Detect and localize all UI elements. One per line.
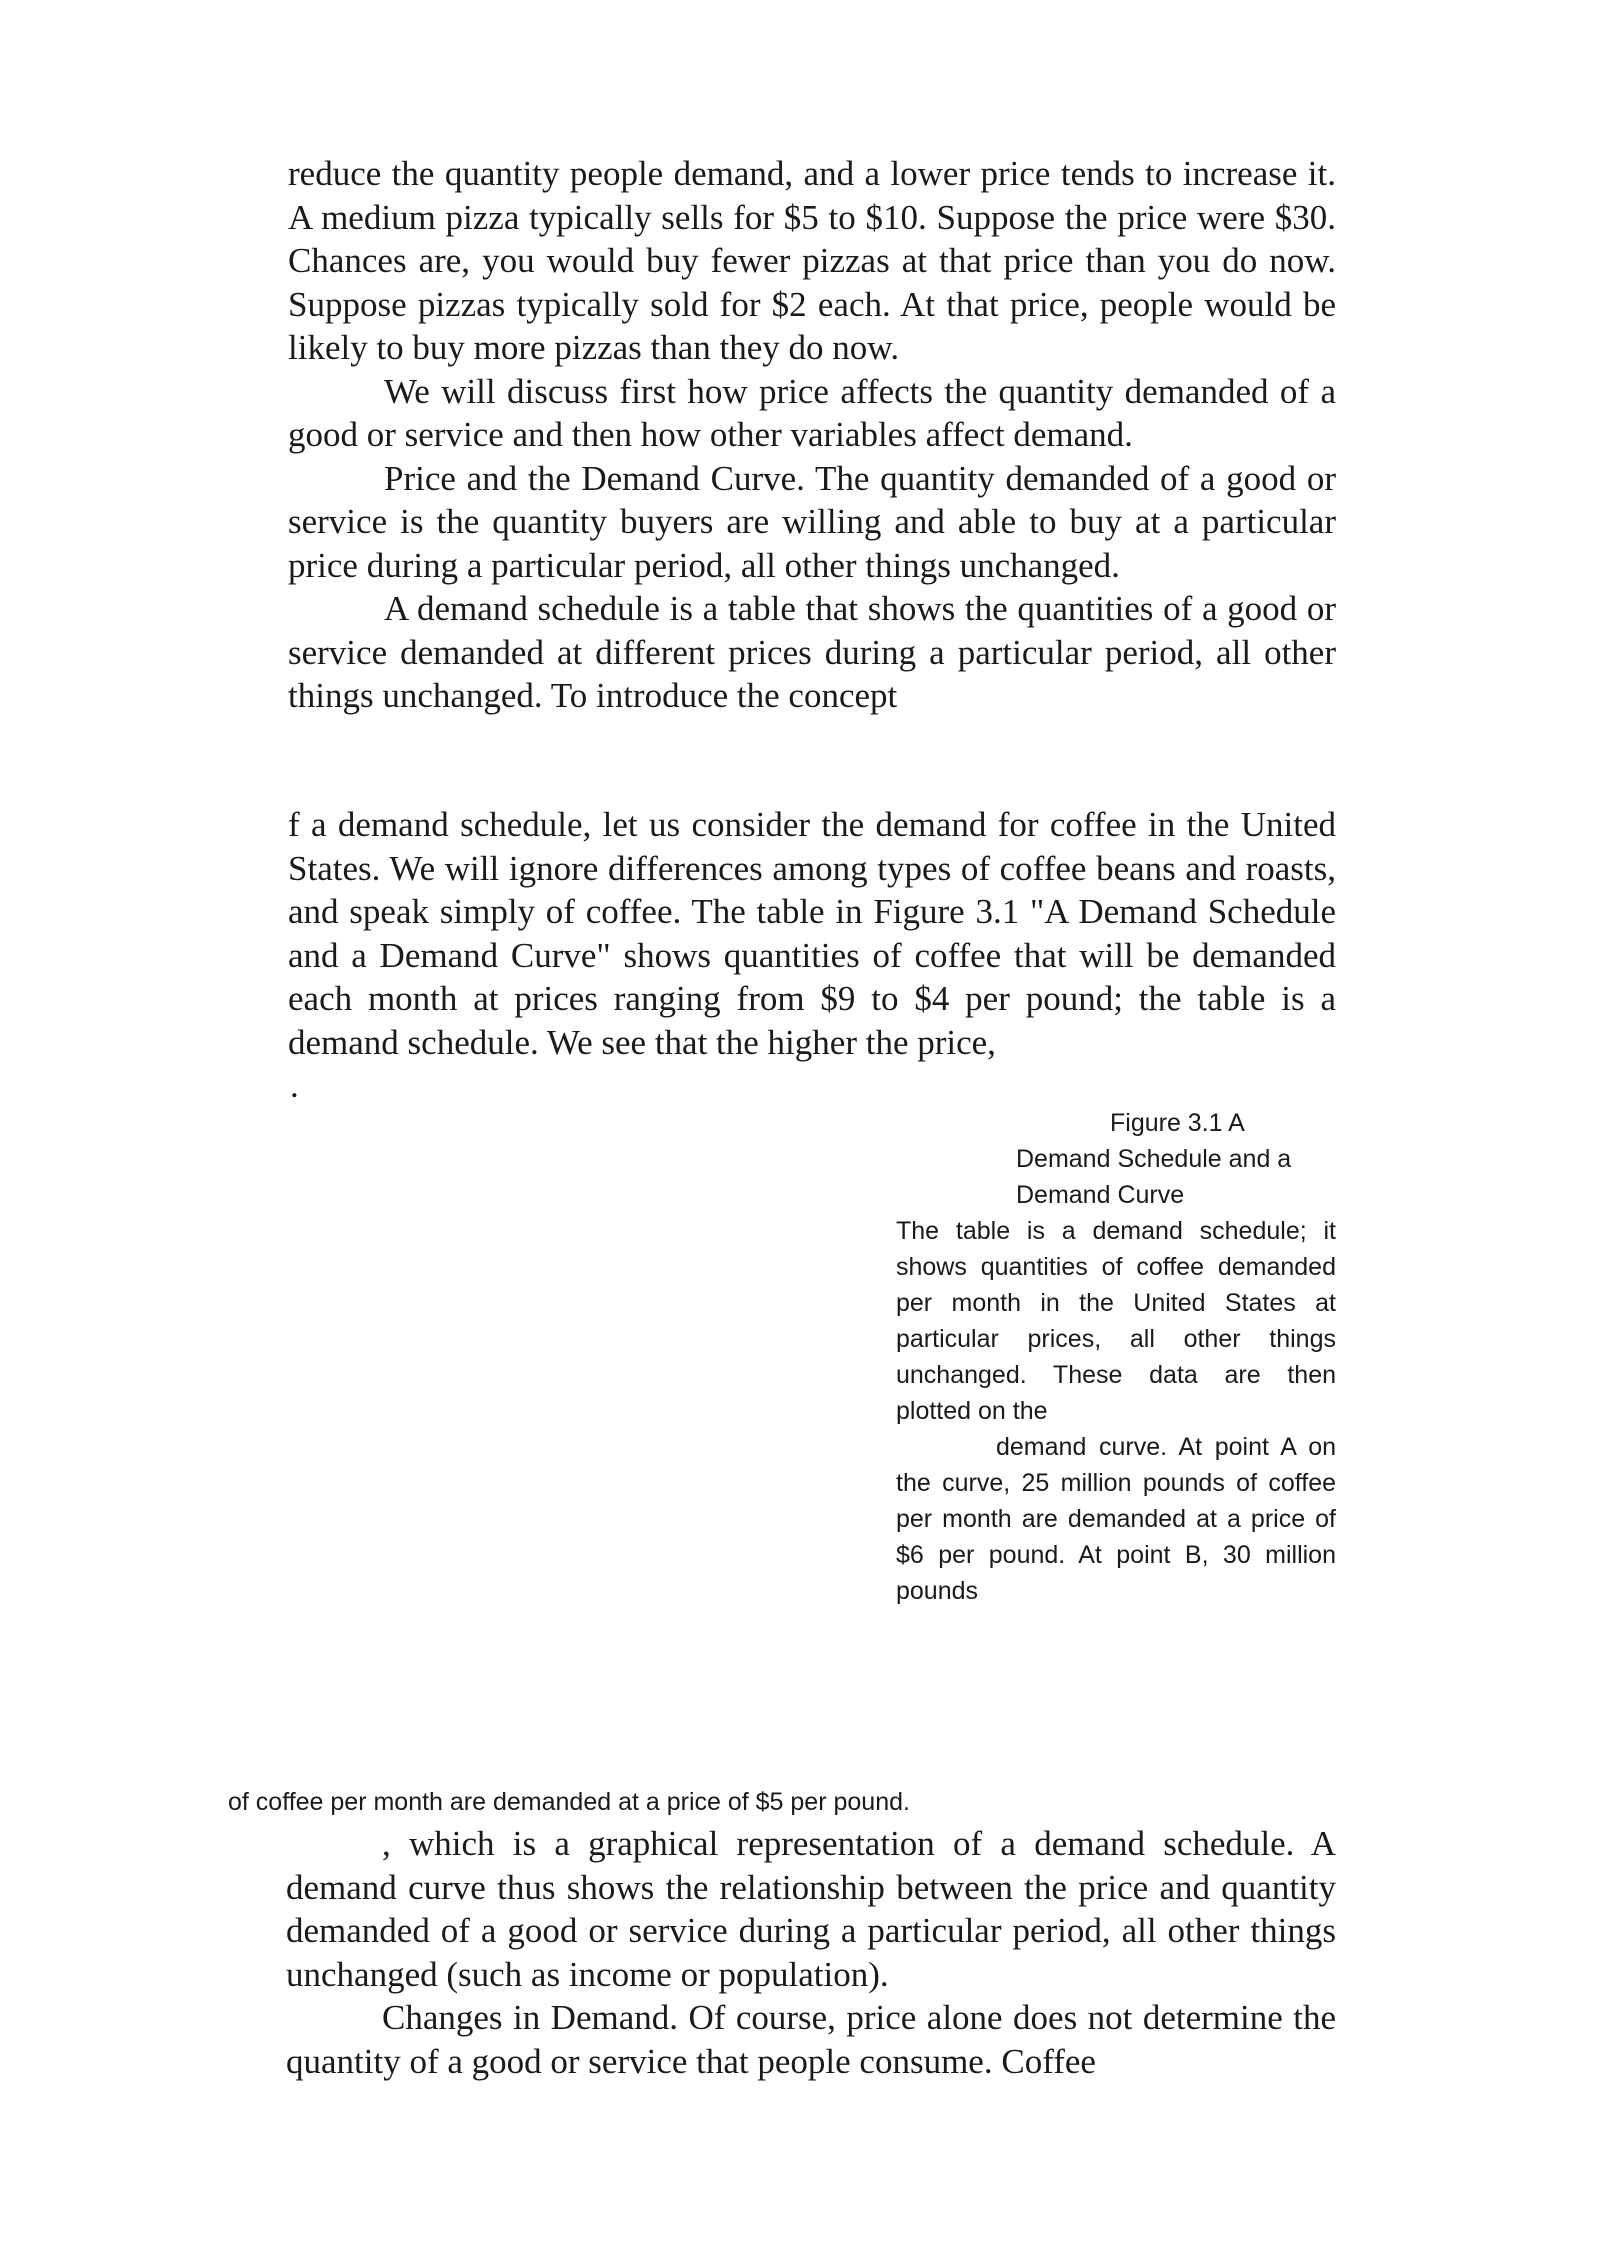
caption-text-tail: of coffee per month are demanded at a price of $5 per pound. [228, 1788, 910, 1816]
caption-title-line: Demand Curve [1016, 1181, 1185, 1209]
figure-caption-title [1016, 1105, 1316, 1213]
paragraph: reduce the quantity people demand, and a lower price tends to increase it. A medium pizza typically sells for $5 to $10. Suppose the price were $30. Chances are, you would buy fewer pizzas at that price than you do now. Suppose pizzas typically sold for $2 each. At that price, people would be likely to buy more pizzas than they do now. [288, 154, 1336, 367]
caption-text: The table is a demand schedule; it shows quantities of coffee demanded per month in the United States at particular prices, all other things unchanged. These data are then plotted on the [896, 1217, 1336, 1425]
paragraph: Price and the Demand Curve. The quantity demanded of a good or service is the quantity buyers are willing and able to buy at a particular price during a particular period, all other things unchanged. [288, 458, 1336, 585]
caption-title-line: Figure 3.1 A [1110, 1109, 1245, 1137]
figure-placeholder [288, 1110, 848, 1750]
paragraph: , which is a graphical representation of a demand schedule. A demand curve thus shows the relationship between the price and quantity demanded of a good or service during a particular period, all other things unchanged (such as income or population). [286, 1824, 1336, 1994]
stray-period: . [290, 1066, 299, 1105]
paragraph: f a demand schedule, let us consider the demand for coffee in the United States. We will ignore differences among types of coffee beans and roasts, and speak simply of coffee. The table in Figure 3.1 "A Demand Schedule and a Demand Curve" shows quantities of coffee that will be demanded each month at prices ranging from $9 to $4 per pound; the table is a demand schedule. We see that the higher the price, [288, 805, 1336, 1062]
text-block-bottom [286, 1822, 1336, 2083]
text-block-middle [288, 803, 1336, 1064]
paragraph: A demand schedule is a table that shows the quantities of a good or service demanded at different prices during a particular period, all other things unchanged. To introduce the concept [288, 589, 1336, 715]
paragraph: We will discuss first how price affects the quantity demanded of a good or service and then how other variables affect demand. [288, 371, 1336, 454]
figure-caption [896, 1105, 1336, 1609]
text-block-top [288, 152, 1336, 718]
paragraph: Changes in Demand. Of course, price alone does not determine the quantity of a good or service that people consume. Coffee [286, 1998, 1336, 2081]
caption-title-line: Demand Schedule and a [1016, 1145, 1292, 1173]
caption-text: demand curve. At point A on the curve, 25 million pounds of coffee per month are demanded at a price of $6 per pound. At point B, 30 million pounds [896, 1433, 1336, 1605]
